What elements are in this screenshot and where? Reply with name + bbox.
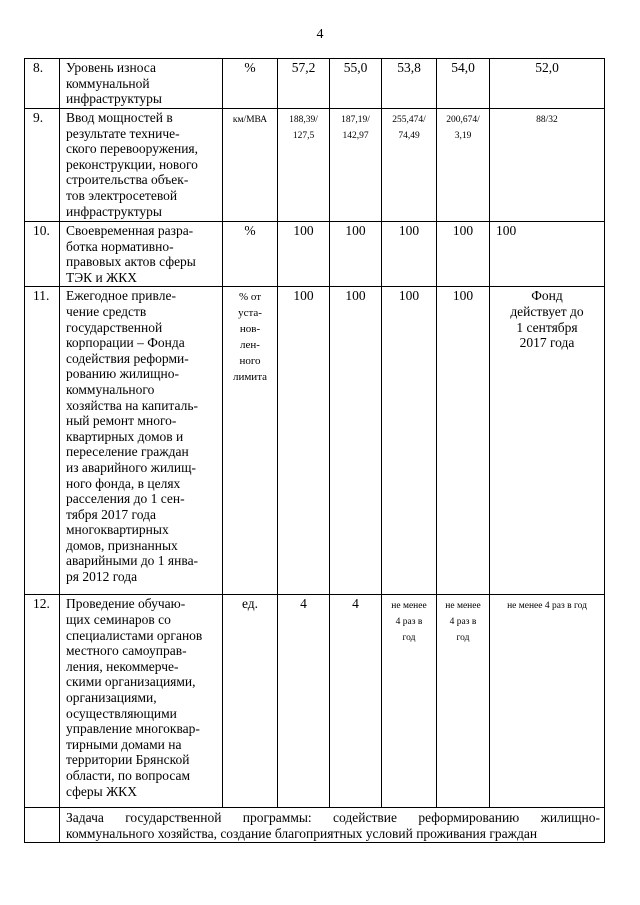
table-row: [25, 59, 605, 109]
value-3: не менее 4 раз в год: [391, 601, 427, 644]
value-3: 100: [382, 222, 437, 287]
indicator-name: Уровень износа коммунальной инфраструктуры: [60, 59, 223, 109]
value-4: 54,0: [437, 59, 490, 109]
row-number: 11.: [25, 287, 60, 595]
table-row: [25, 595, 605, 808]
indicators-table: [24, 58, 605, 843]
value-1: 188,39/ 127,5: [289, 115, 318, 141]
page-number: 4: [316, 27, 324, 42]
value-4: 100: [437, 287, 490, 595]
value-2: 100: [330, 222, 382, 287]
row-number: 8.: [25, 59, 60, 109]
value-4: 200,674/ 3,19: [446, 115, 480, 141]
value-4: не менее 4 раз в год: [445, 601, 481, 644]
value-1: 100: [278, 222, 330, 287]
task-row: [25, 808, 605, 843]
value-5: 88/32: [536, 115, 558, 125]
table-row: [25, 287, 605, 595]
value-1: 100: [278, 287, 330, 595]
row-number: 10.: [25, 222, 60, 287]
value-2: 55,0: [330, 59, 382, 109]
value-3: 100: [382, 287, 437, 595]
value-3: 255,474/ 74,49: [392, 115, 426, 141]
task-empty-cell: [25, 808, 60, 843]
value-3: 53,8: [382, 59, 437, 109]
value-2: 4: [330, 595, 382, 808]
indicator-unit: % от уста- нов- лен- ного лимита: [232, 291, 268, 384]
indicator-name: Ввод мощностей в результате техниче- ского перевооружения, реконструкции, нового строительства объек- тов электросетевой инфраструктуры: [60, 109, 223, 222]
value-1: 57,2: [278, 59, 330, 109]
table-row: [25, 222, 605, 287]
value-5: не менее 4 раз в год: [507, 601, 587, 612]
row-number: 12.: [25, 595, 60, 808]
value-2: 100: [330, 287, 382, 595]
value-5: 100: [490, 222, 605, 287]
indicator-name: Своевременная разра- ботка нормативно- правовых актов сферы ТЭК и ЖКХ: [60, 222, 223, 287]
table-row: [25, 109, 605, 222]
value-5: Фонд действует до 1 сентября 2017 года: [510, 288, 584, 351]
value-5: 52,0: [490, 59, 605, 109]
row-number: 9.: [25, 109, 60, 222]
indicator-unit: %: [223, 222, 278, 287]
task-line-1: Задача государственной программы: содействие реформированию жилищно-: [66, 810, 600, 826]
indicator-unit: %: [223, 59, 278, 109]
value-4: 100: [437, 222, 490, 287]
value-2: 187,19/ 142,97: [341, 115, 370, 141]
indicator-unit: ед.: [223, 595, 278, 808]
task-text: [60, 808, 605, 843]
indicator-name: Ежегодное привле- чение средств государственной корпорации – Фонда содействия реформи- рованию жилищно- коммунального хозяйства на капиталь- ный ремонт много- квартирных домов и переселение граждан из аварийного жилищ- ного фонда, в целях расселения до 1 сен- тября 2017 года многоквартирных домов, признанных аварийными до 1 янва- ря 2012 года: [60, 287, 223, 595]
task-line-2: коммунального хозяйства, создание благоприятных условий проживания граждан: [66, 825, 538, 841]
indicator-unit: км/МВА: [232, 115, 268, 125]
indicator-name: Проведение обучаю- щих семинаров со специалистами органов местного самоуправ- ления, некоммерче- скими организациями, организациями, осуществляющими управление многоквар- тирными домами на территории Брянской области, по вопросам сферы ЖКХ: [60, 595, 223, 808]
value-1: 4: [278, 595, 330, 808]
